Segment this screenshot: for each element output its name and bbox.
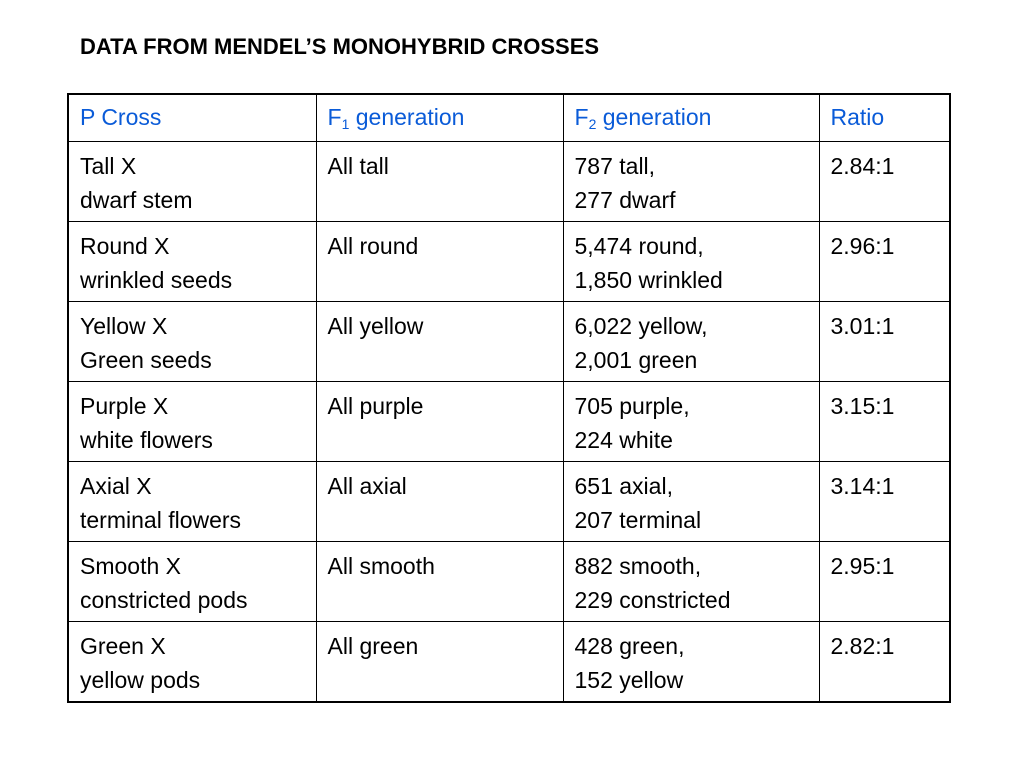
- mendel-data-table: [67, 93, 951, 703]
- cell-f2: [563, 542, 819, 622]
- cell-f1: [316, 222, 563, 302]
- table-header-row: [68, 94, 950, 142]
- header-f2-suffix: generation: [596, 104, 712, 130]
- header-p-cross: [68, 94, 316, 142]
- ratio-value: 2.82:1: [830, 633, 895, 659]
- page-title: DATA FROM MENDEL’S MONOHYBRID CROSSES: [80, 34, 600, 59]
- f1-result: All yellow: [327, 313, 424, 339]
- cross-parent-2: Green seeds: [80, 347, 212, 373]
- cell-f2: [563, 222, 819, 302]
- cell-ratio: [819, 542, 950, 622]
- cell-p-cross: [68, 302, 316, 382]
- cell-p-cross: [68, 382, 316, 462]
- cell-ratio: [819, 382, 950, 462]
- f2-count-dominant: 6,022 yellow,: [574, 313, 708, 339]
- f2-count-dominant: 882 smooth,: [574, 553, 702, 579]
- cross-parent-2: constricted pods: [80, 587, 248, 613]
- table-row: [68, 142, 950, 222]
- cell-ratio: [819, 622, 950, 703]
- table-row: [68, 382, 950, 462]
- header-f1-subscript: 1: [341, 116, 350, 132]
- cell-f1: [316, 622, 563, 703]
- cell-p-cross: [68, 622, 316, 703]
- header-f2-subscript: 2: [588, 116, 597, 132]
- header-f1-prefix: F: [327, 104, 342, 130]
- cell-ratio: [819, 222, 950, 302]
- cell-f1: [316, 142, 563, 222]
- f2-count-recessive: 207 terminal: [574, 507, 702, 533]
- cell-f2: [563, 142, 819, 222]
- cross-parent-2: terminal flowers: [80, 507, 242, 533]
- cell-p-cross: [68, 462, 316, 542]
- cross-parent-1: Yellow X: [80, 313, 168, 339]
- cell-f1: [316, 462, 563, 542]
- table-row: [68, 302, 950, 382]
- cell-ratio: [819, 142, 950, 222]
- cell-ratio: [819, 462, 950, 542]
- f2-count-recessive: 229 constricted: [574, 587, 731, 613]
- cell-p-cross: [68, 222, 316, 302]
- cross-parent-2: white flowers: [80, 427, 213, 453]
- ratio-value: 3.01:1: [830, 313, 895, 339]
- ratio-value: 3.15:1: [830, 393, 895, 419]
- f2-count-dominant: 705 purple,: [574, 393, 690, 419]
- cross-parent-2: dwarf stem: [80, 187, 193, 213]
- header-f2-prefix: F: [574, 104, 589, 130]
- cross-parent-1: Green X: [80, 633, 166, 659]
- f2-count-recessive: 224 white: [574, 427, 673, 453]
- cell-ratio: [819, 302, 950, 382]
- cross-parent-1: Tall X: [80, 153, 137, 179]
- cross-parent-2: yellow pods: [80, 667, 201, 693]
- header-f1-generation: [316, 94, 563, 142]
- f1-result: All green: [327, 633, 419, 659]
- cross-parent-1: Round X: [80, 233, 170, 259]
- cross-parent-1: Smooth X: [80, 553, 181, 579]
- f1-result: All axial: [327, 473, 407, 499]
- f2-count-recessive: 2,001 green: [574, 347, 698, 373]
- f1-result: All purple: [327, 393, 424, 419]
- ratio-value: 2.84:1: [830, 153, 895, 179]
- cell-f1: [316, 382, 563, 462]
- table-row: [68, 542, 950, 622]
- table-row: [68, 622, 950, 703]
- f2-count-recessive: 1,850 wrinkled: [574, 267, 723, 293]
- ratio-value: 2.95:1: [830, 553, 895, 579]
- header-f2-generation: [563, 94, 819, 142]
- header-p-cross-label: P Cross: [80, 104, 162, 130]
- f2-count-dominant: 651 axial,: [574, 473, 673, 499]
- cell-f2: [563, 302, 819, 382]
- f1-result: All tall: [327, 153, 389, 179]
- f1-result: All smooth: [327, 553, 435, 579]
- cell-f1: [316, 542, 563, 622]
- cell-f1: [316, 302, 563, 382]
- cell-p-cross: [68, 142, 316, 222]
- cross-parent-2: wrinkled seeds: [80, 267, 233, 293]
- f2-count-recessive: 152 yellow: [574, 667, 684, 693]
- header-f1-suffix: generation: [349, 104, 465, 130]
- ratio-value: 2.96:1: [830, 233, 895, 259]
- cross-parent-1: Axial X: [80, 473, 152, 499]
- f2-count-recessive: 277 dwarf: [574, 187, 676, 213]
- header-ratio: [819, 94, 950, 142]
- cell-f2: [563, 462, 819, 542]
- f2-count-dominant: 787 tall,: [574, 153, 656, 179]
- table-row: [68, 462, 950, 542]
- table-row: [68, 222, 950, 302]
- f1-result: All round: [327, 233, 419, 259]
- f2-count-dominant: 5,474 round,: [574, 233, 704, 259]
- cell-f2: [563, 382, 819, 462]
- header-ratio-label: Ratio: [830, 104, 885, 130]
- cross-parent-1: Purple X: [80, 393, 169, 419]
- ratio-value: 3.14:1: [830, 473, 895, 499]
- cell-f2: [563, 622, 819, 703]
- f2-count-dominant: 428 green,: [574, 633, 685, 659]
- cell-p-cross: [68, 542, 316, 622]
